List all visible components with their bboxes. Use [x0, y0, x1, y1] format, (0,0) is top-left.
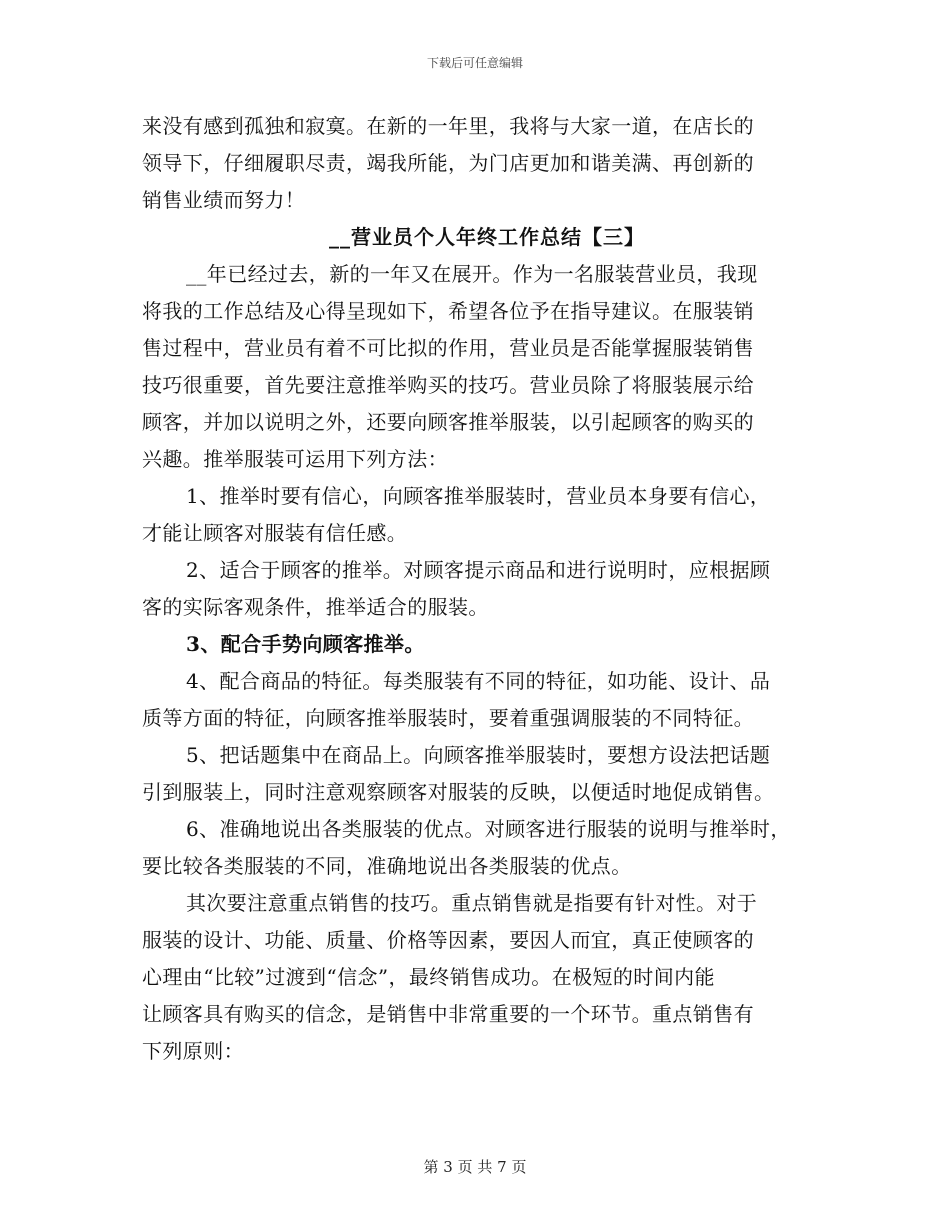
text-line: 让顾客具有购买的信念，是销售中非常重要的一个环节。重点销售有: [142, 1002, 754, 1026]
text-line: 1、推举时要有信心，向顾客推举服装时，营业员本身要有信心，: [186, 484, 771, 508]
text-line: 兴趣。推举服装可运用下列方法：: [142, 447, 448, 471]
text-line: 顾客，并加以说明之外，还要向顾客推举服装，以引起顾客的购买的: [142, 410, 754, 434]
text-line: 客的实际客观条件，推举适合的服装。: [142, 595, 489, 619]
text-line: 服装的设计、功能、质量、价格等因素，要因人而宜，真正使顾客的: [142, 928, 754, 952]
text-line: 6、准确地说出各类服装的优点。对顾客进行服装的说明与推举时，: [186, 817, 791, 841]
text-line: 其次要注意重点销售的技巧。重点销售就是指要有针对性。对于: [186, 891, 758, 915]
page-header: 下载后可任意编辑: [426, 56, 523, 70]
text-line: 来没有感到孤独和寂寞。在新的一年里，我将与大家一道，在店长的: [142, 114, 754, 138]
text-line: 4、配合商品的特征。每类服装有不同的特征，如功能、设计、品: [186, 669, 771, 693]
text-line: 3、配合手势向顾客推举。: [186, 632, 425, 656]
text-line: 引到服装上，同时注意观察顾客对服装的反映，以便适时地促成销售。: [142, 780, 775, 804]
text-line: 技巧很重要，首先要注意推举购买的技巧。营业员除了将服装展示给: [142, 373, 754, 397]
text-line: 5、把话题集中在商品上。向顾客推举服装时，要想方设法把话题: [186, 743, 771, 767]
page-footer: 第 3 页 共 7 页: [423, 1158, 527, 1176]
text-line: 领导下，仔细履职尽责，竭我所能，为门店更加和谐美满、再创新的: [142, 151, 754, 175]
text-line: 2、适合于顾客的推举。对顾客提示商品和进行说明时，应根据顾: [186, 558, 771, 582]
text-line: 质等方面的特征，向顾客推举服装时，要着重强调服装的不同特征。: [142, 706, 754, 730]
text-line: 心理由“比较”过渡到“信念”，最终销售成功。在极短的时间内能: [142, 965, 715, 989]
text-line: 销售业绩而努力！: [142, 188, 306, 212]
text-line: 将我的工作总结及心得呈现如下，希望各位予在指导建议。在服装销: [142, 299, 754, 323]
section-title: __营业员个人年终工作总结【三】: [329, 225, 645, 249]
text-line: 要比较各类服装的不同，准确地说出各类服装的优点。: [142, 854, 632, 878]
text-line: 才能让顾客对服装有信任感。: [142, 521, 408, 545]
text-line: 下列原则：: [142, 1039, 244, 1063]
text-line: __年已经过去，新的一年又在展开。作为一名服装营业员，我现: [186, 262, 758, 286]
text-line: 售过程中，营业员有着不可比拟的作用，营业员是否能掌握服装销售: [142, 336, 754, 360]
document-body: [142, 108, 832, 1070]
